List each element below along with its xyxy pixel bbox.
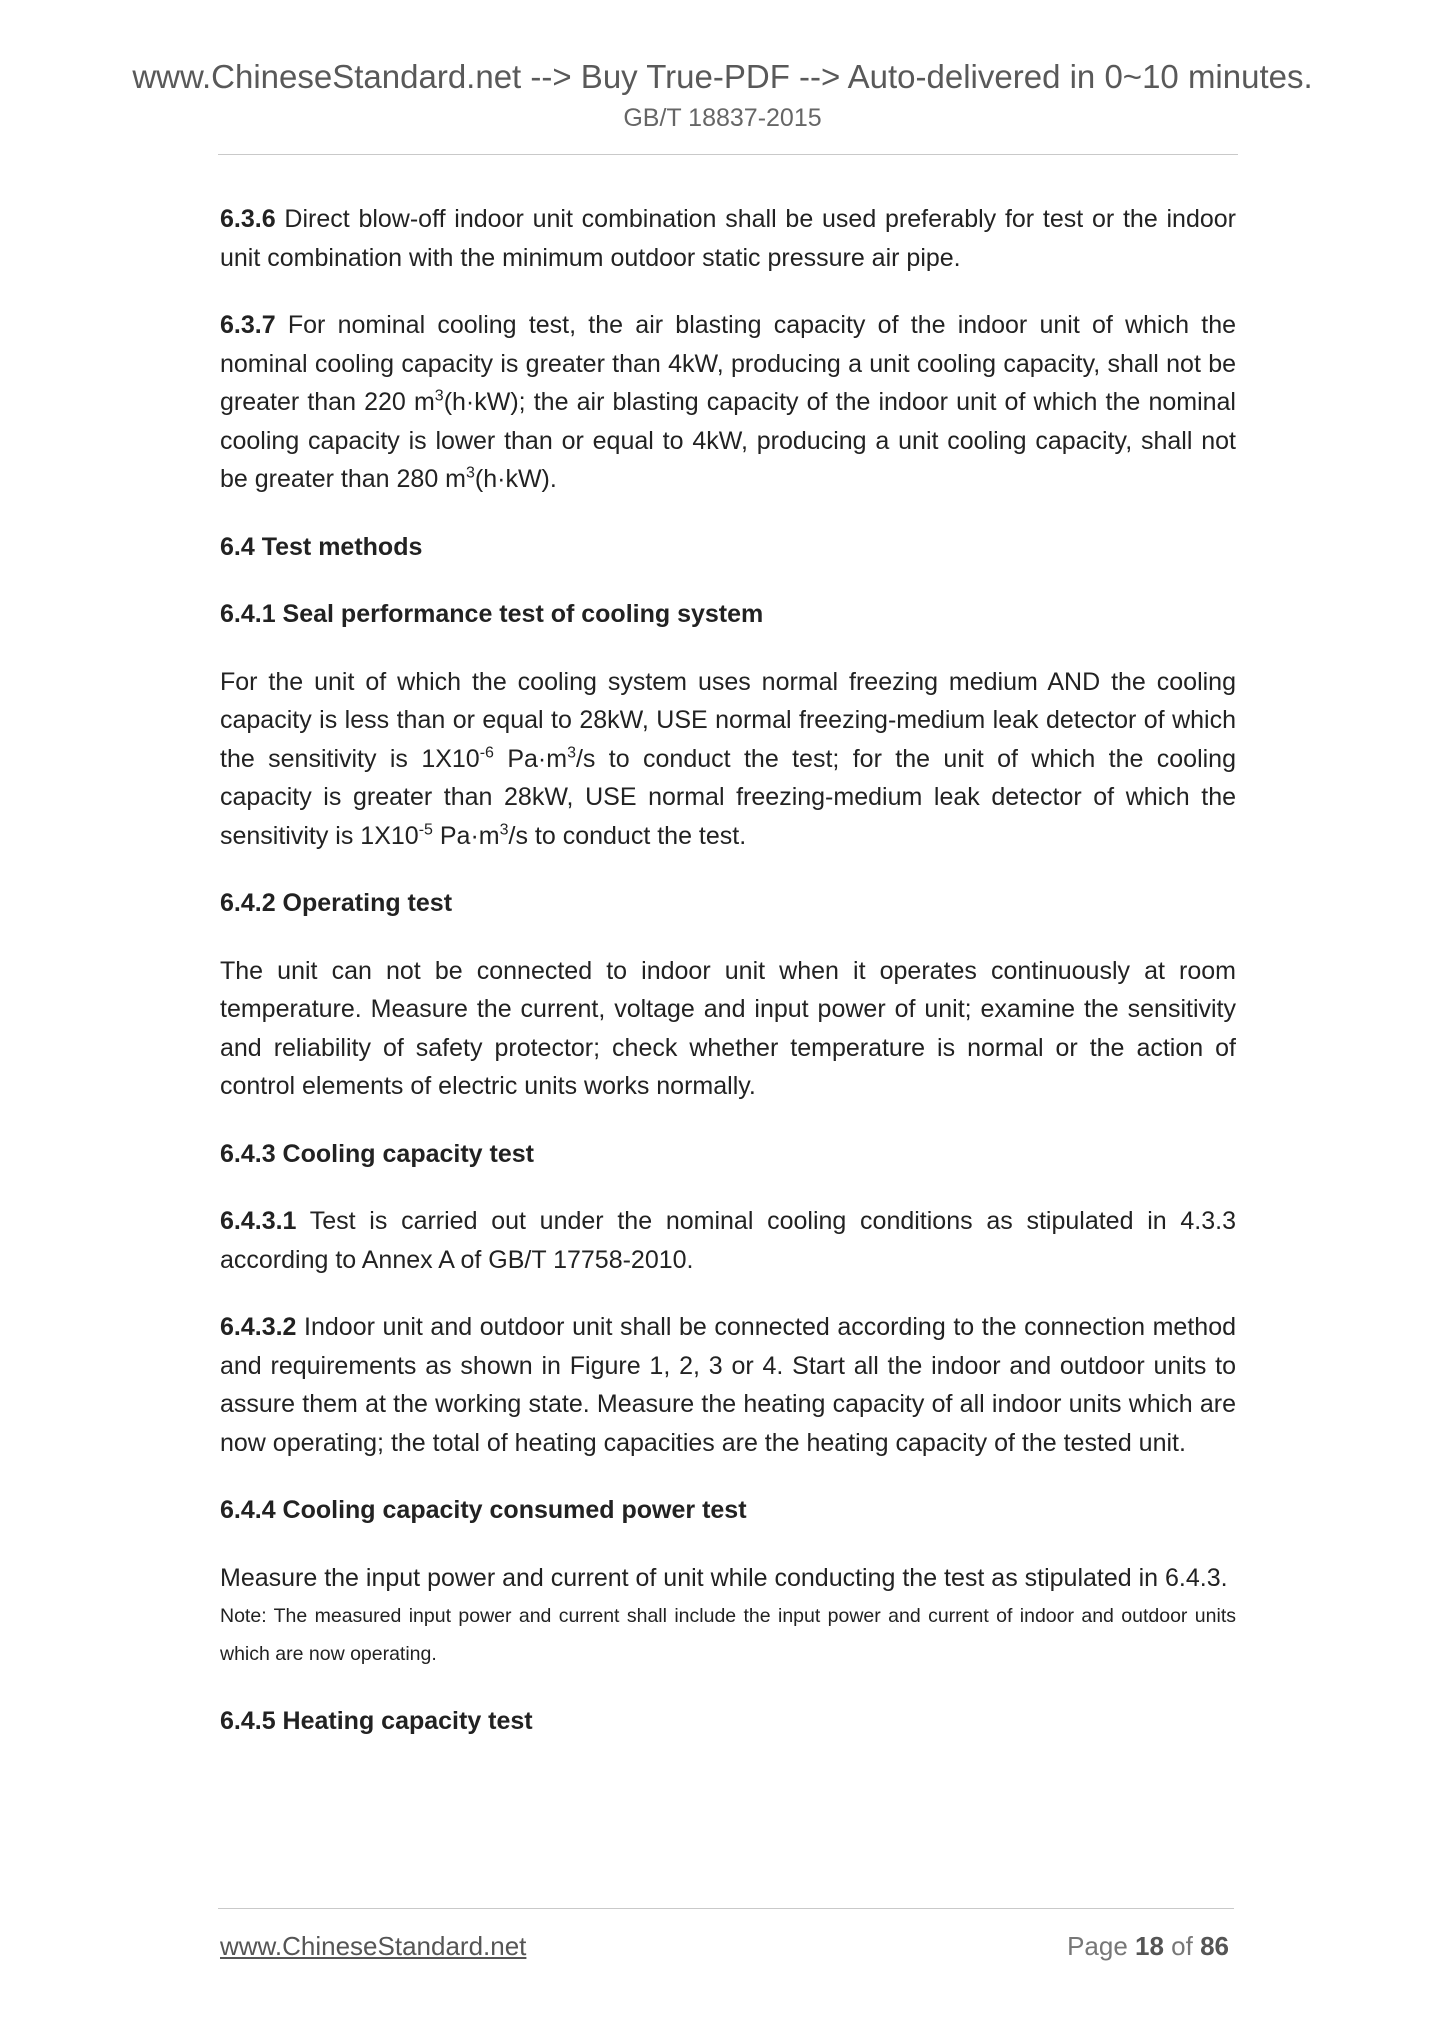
- clause-6-3-6: [220, 200, 1236, 277]
- clause-6-4-1-text: [220, 663, 1236, 856]
- page-total: 86: [1200, 1931, 1229, 1961]
- clause-text: For nominal cooling test, the air blasting capacity of the indoor unit of which the nominal cooling capacity is greater than 4kW, producing a unit cooling capacity, shall not be greater than 220 m: [220, 311, 1236, 416]
- superscript: -6: [479, 744, 494, 762]
- clause-number: 6.4.3.1: [220, 1207, 297, 1235]
- clause-text: /s to conduct the test; for the unit of which the cooling capacity is greater than 28kW, USE normal freezing-medium leak detector of which the sensitivity is 1X10: [220, 744, 1236, 850]
- footer-divider: [218, 1908, 1234, 1909]
- standard-id: GB/T 18837-2015: [623, 104, 822, 132]
- clause-6-4-3-2: [220, 1308, 1236, 1462]
- clause-text: (h·kW); the air blasting capacity of the indoor unit of which the nominal cooling capacity is lower than or equal to 4kW, producing a unit cooling capacity, shall not be greater than 280 m: [220, 388, 1236, 493]
- clause-text: Direct blow-off indoor unit combination shall be used preferably for test or the indoor unit combination with the minimum outdoor static pressure air pipe.: [220, 205, 1236, 272]
- header-divider: [218, 154, 1238, 155]
- heading-6-4-2: 6.4.2 Operating test: [220, 889, 453, 917]
- heading-6-4: 6.4 Test methods: [220, 532, 423, 561]
- page-indicator: [1067, 1930, 1229, 1962]
- document-body: [220, 200, 1236, 1741]
- clause-text: Pa·m: [432, 821, 500, 850]
- note: Note: The measured input power and current shall include the input power and current of indoor and outdoor units which are now operating.: [220, 1605, 1236, 1665]
- heading-6-4-5: 6.4.5 Heating capacity test: [220, 1707, 533, 1735]
- header-banner: www.ChineseStandard.net --> Buy True-PDF --> Auto-delivered in 0~10 minutes.: [132, 58, 1313, 95]
- clause-6-4-2-text: The unit can not be connected to indoor unit when it operates continuously at room temperature. Measure the current, voltage and input power of unit; examine the sensitivity and reliability of safety protector; check whether temperature is normal or the action of control elements of electric units works normally.: [220, 956, 1236, 1100]
- of-label: of: [1163, 1931, 1201, 1961]
- page-number: 18: [1135, 1931, 1164, 1961]
- clause-text: Pa·m: [493, 744, 568, 773]
- clause-6-4-3-1: [220, 1202, 1236, 1279]
- clause-text: /s to conduct the test.: [508, 821, 747, 850]
- clause-text: Test is carried out under the nominal cooling conditions as stipulated in 4.3.3 according to Annex A of GB/T 17758-2010.: [220, 1207, 1236, 1274]
- superscript: 3: [466, 464, 475, 482]
- clause-number: 6.3.6: [220, 205, 276, 233]
- clause-number: 6.3.7: [220, 311, 276, 339]
- page-label: Page: [1067, 1931, 1136, 1961]
- superscript: 3: [434, 387, 444, 405]
- superscript: 3: [499, 821, 509, 839]
- clause-6-3-7: [220, 306, 1236, 499]
- clause-text: Indoor unit and outdoor unit shall be connected according to the connection method and requirements as shown in Figure 1, 2, 3 or 4. Start all the indoor and outdoor units to assure them at the working state. Measure the heating capacity of all indoor units which are now operating; the total of heating capacities are the heating capacity of the tested unit.: [220, 1313, 1236, 1457]
- heading-6-4-4: 6.4.4 Cooling capacity consumed power test: [220, 1496, 747, 1524]
- clause-number: 6.4.3.2: [220, 1313, 297, 1341]
- clause-text: For the unit of which the cooling system uses normal freezing medium AND the cooling capacity is less than or equal to 28kW, USE normal freezing-medium leak detector of which the sensitivity is 1X10: [220, 667, 1236, 773]
- footer-website-link[interactable]: www.ChineseStandard.net: [220, 1931, 527, 1961]
- superscript: -5: [418, 821, 433, 839]
- clause-text: (h·kW).: [474, 465, 557, 493]
- heading-6-4-3: 6.4.3 Cooling capacity test: [220, 1139, 534, 1168]
- superscript: 3: [567, 744, 576, 762]
- heading-6-4-1: 6.4.1 Seal performance test of cooling system: [220, 600, 764, 628]
- clause-6-4-4-text: Measure the input power and current of unit while conducting the test as stipulated in 6.4.3.: [220, 1563, 1228, 1592]
